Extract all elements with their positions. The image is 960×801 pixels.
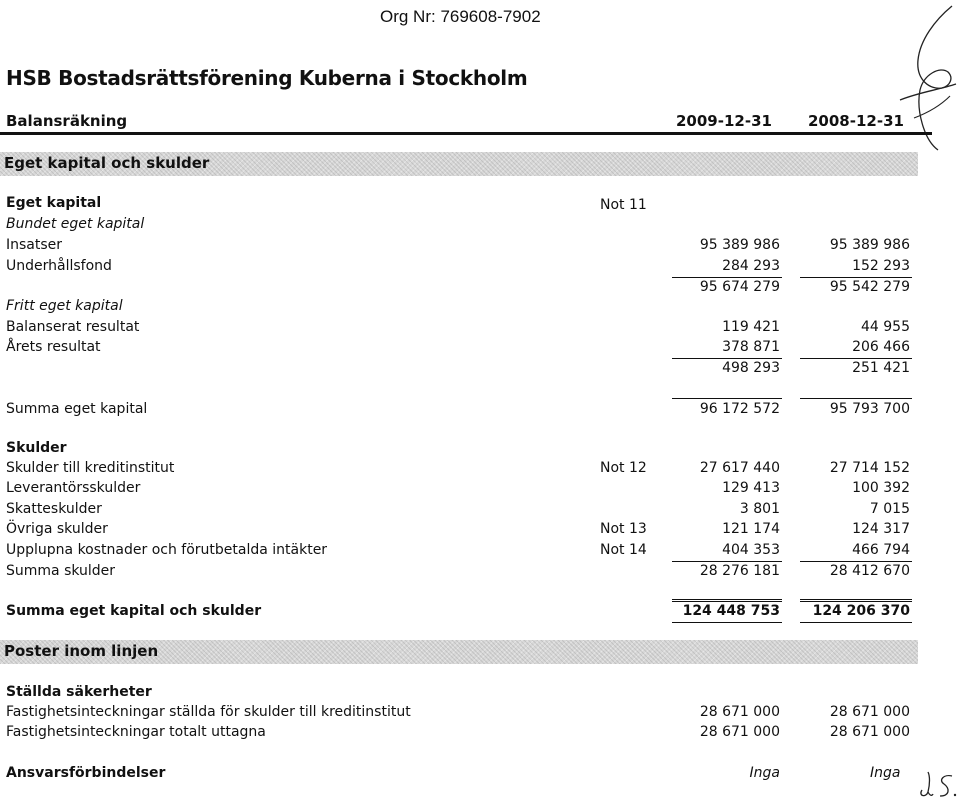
initials-signature xyxy=(916,770,960,801)
subtotal-2008: 95 542 279 xyxy=(829,279,910,295)
subtotal-2009: 498 293 xyxy=(722,360,780,376)
value-2008: 28 671 000 xyxy=(829,704,910,720)
total-line xyxy=(672,398,782,399)
grand-total-2009: 124 448 753 xyxy=(682,603,780,619)
subtotal-line xyxy=(672,561,782,562)
value-2009: 121 174 xyxy=(722,521,780,537)
equity-total-label: Summa eget kapital xyxy=(6,401,148,417)
row-label: Fastighetsinteckningar totalt uttagna xyxy=(6,724,266,740)
contingent-2008: Inga xyxy=(870,765,901,781)
section-title: Eget kapital och skulder xyxy=(4,154,210,172)
liabilities-heading: Skulder xyxy=(6,440,67,456)
value-2008: 95 389 986 xyxy=(829,237,910,253)
row-label: Fastighetsinteckningar ställda för skulder till kreditinstitut xyxy=(6,704,411,720)
value-2009: 95 389 986 xyxy=(699,237,780,253)
row-label: Övriga skulder xyxy=(6,521,108,537)
note-ref: Not 12 xyxy=(600,460,647,476)
value-2009: 129 413 xyxy=(722,480,780,496)
contingent-label: Ansvarsförbindelser xyxy=(6,765,166,781)
grand-total-underline xyxy=(672,622,782,623)
value-2009: 27 617 440 xyxy=(699,460,780,476)
value-2009: 284 293 xyxy=(722,258,780,274)
equity-total-2009: 96 172 572 xyxy=(699,401,780,417)
value-2008: 27 714 152 xyxy=(829,460,910,476)
value-2008: 28 671 000 xyxy=(829,724,910,740)
row-label: Skatteskulder xyxy=(6,501,102,517)
column-header-2009: 2009-12-31 xyxy=(676,112,772,130)
org-number: Org Nr: 769608-7902 xyxy=(380,7,541,26)
note-ref: Not 14 xyxy=(600,542,647,558)
grand-total-line xyxy=(672,599,782,602)
grand-total-2008: 124 206 370 xyxy=(812,603,910,619)
note-ref: Not 13 xyxy=(600,521,647,537)
equity-note: Not 11 xyxy=(600,197,647,213)
section-band-off-balance xyxy=(0,640,918,664)
row-label: Underhållsfond xyxy=(6,258,112,274)
subtotal-2008: 251 421 xyxy=(852,360,910,376)
section-band-equity-liabilities xyxy=(0,152,918,176)
liabilities-total-2008: 28 412 670 xyxy=(829,563,910,579)
value-2008: 124 317 xyxy=(852,521,910,537)
row-label: Skulder till kreditinstitut xyxy=(6,460,175,476)
liabilities-total-label: Summa skulder xyxy=(6,563,116,579)
value-2008: 7 015 xyxy=(869,501,910,517)
value-2008: 100 392 xyxy=(852,480,910,496)
value-2008: 466 794 xyxy=(852,542,910,558)
row-label: Balanserat resultat xyxy=(6,319,140,335)
subtotal-line xyxy=(800,277,912,278)
row-label: Årets resultat xyxy=(6,339,101,355)
value-2009: 378 871 xyxy=(722,339,780,355)
value-2009: 3 801 xyxy=(739,501,780,517)
grand-total-line xyxy=(800,599,912,602)
equity-total-2008: 95 793 700 xyxy=(829,401,910,417)
row-label: Insatser xyxy=(6,237,63,253)
value-2009: 28 671 000 xyxy=(699,704,780,720)
grand-total-underline xyxy=(800,622,912,623)
subtotal-line xyxy=(800,561,912,562)
subtotal-2009: 95 674 279 xyxy=(699,279,780,295)
value-2008: 206 466 xyxy=(852,339,910,355)
subtotal-line xyxy=(800,358,912,359)
row-label: Leverantörsskulder xyxy=(6,480,141,496)
value-2009: 404 353 xyxy=(722,542,780,558)
company-name: HSB Bostadsrättsförening Kuberna i Stockholm xyxy=(6,66,528,90)
column-header-2008: 2008-12-31 xyxy=(808,112,904,130)
total-line xyxy=(800,398,912,399)
value-2009: 28 671 000 xyxy=(699,724,780,740)
section-title: Poster inom linjen xyxy=(4,642,159,660)
subtotal-line xyxy=(672,358,782,359)
value-2008: 152 293 xyxy=(852,258,910,274)
restricted-equity-heading: Bundet eget kapital xyxy=(6,216,145,232)
pledged-heading: Ställda säkerheter xyxy=(6,684,152,700)
signature-top xyxy=(880,0,960,160)
contingent-2009: Inga xyxy=(749,765,780,781)
row-label: Upplupna kostnader och förutbetalda intäkter xyxy=(6,542,328,558)
unrestricted-equity-heading: Fritt eget kapital xyxy=(6,298,123,314)
grand-total-label: Summa eget kapital och skulder xyxy=(6,603,262,619)
subtotal-line xyxy=(672,277,782,278)
liabilities-total-2009: 28 276 181 xyxy=(699,563,780,579)
report-title: Balansräkning xyxy=(6,112,128,130)
value-2009: 119 421 xyxy=(722,319,780,335)
equity-heading: Eget kapital xyxy=(6,195,102,211)
header-rule xyxy=(0,132,932,135)
value-2008: 44 955 xyxy=(861,319,910,335)
